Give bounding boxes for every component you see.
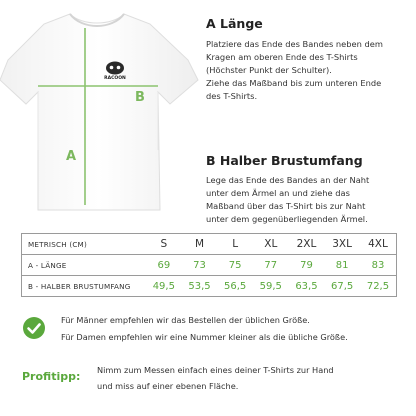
section-a-line: Ziehe das Maßband bis zum unteren Ende — [206, 78, 382, 88]
recommendation-men: Für Männer empfehlen wir das Bestellen der üblichen Größe. — [61, 315, 310, 325]
table-cell: 77 — [253, 255, 289, 276]
section-b-title: B Halber Brustumfang — [206, 153, 363, 168]
table-cell: 81 — [324, 255, 360, 276]
section-a-line: Kragen am oberen Ende des T-Shirts — [206, 52, 358, 62]
table-cell: 73 — [182, 255, 218, 276]
profitipp-text — [97, 362, 412, 394]
table-cell: 67,5 — [324, 276, 360, 297]
table-header-cell: S — [146, 234, 182, 255]
table-cell: 53,5 — [182, 276, 218, 297]
table-cell: 49,5 — [146, 276, 182, 297]
section-a-line: Platziere das Ende des Bandes neben dem — [206, 39, 383, 49]
section-a-title: A Länge — [206, 16, 263, 31]
table-cell: B - HALBER BRUSTUMFANG — [22, 276, 147, 297]
table-cell: 83 — [360, 255, 397, 276]
table-header-cell: 2XL — [289, 234, 325, 255]
table-cell: 69 — [146, 255, 182, 276]
section-a-line: (Höchster Punkt der Schulter). — [206, 65, 332, 75]
recommendation-women: Für Damen empfehlen wir eine Nummer kleiner als die übliche Größe. — [61, 332, 348, 342]
profitipp-label: Profitipp: — [22, 370, 81, 383]
recommendation-text — [61, 312, 411, 346]
table-header-cell: METRISCH (CM) — [22, 234, 147, 255]
table-row — [22, 276, 397, 297]
size-table — [21, 233, 397, 297]
tshirt-illustration — [0, 0, 200, 220]
table-header-cell: 3XL — [324, 234, 360, 255]
section-a-text — [206, 38, 411, 103]
section-b-text — [206, 174, 411, 226]
table-header-cell: L — [217, 234, 253, 255]
table-header-cell: M — [182, 234, 218, 255]
section-b-line: unter dem Ärmel an und ziehe das — [206, 188, 350, 198]
check-circle-icon — [22, 316, 46, 340]
profitipp-line: und miss auf einer ebenen Fläche. — [97, 381, 239, 391]
logo-text: RACOON — [104, 76, 126, 81]
section-b-line: Maßband über das T-Shirt bis zur Naht — [206, 201, 366, 211]
tshirt-body — [0, 14, 198, 210]
table-cell: 75 — [217, 255, 253, 276]
table-header-cell: 4XL — [360, 234, 397, 255]
table-cell: 79 — [289, 255, 325, 276]
table-cell: A - LÄNGE — [22, 255, 147, 276]
table-cell: 56,5 — [217, 276, 253, 297]
table-header-row — [22, 234, 397, 255]
section-a-line: des T-Shirts. — [206, 91, 258, 101]
profitipp-line: Nimm zum Messen einfach eines deiner T-Shirts zur Hand — [97, 365, 334, 375]
table-cell: 63,5 — [289, 276, 325, 297]
table-row — [22, 255, 397, 276]
section-b-line: Lege das Ende des Bandes an der Naht — [206, 175, 370, 185]
table-cell: 59,5 — [253, 276, 289, 297]
section-b-line: unter dem gegenüberliegenden Ärmel. — [206, 214, 368, 224]
label-a: A — [66, 149, 77, 164]
table-cell: 72,5 — [360, 276, 397, 297]
table-header-cell: XL — [253, 234, 289, 255]
label-b: B — [135, 90, 145, 105]
